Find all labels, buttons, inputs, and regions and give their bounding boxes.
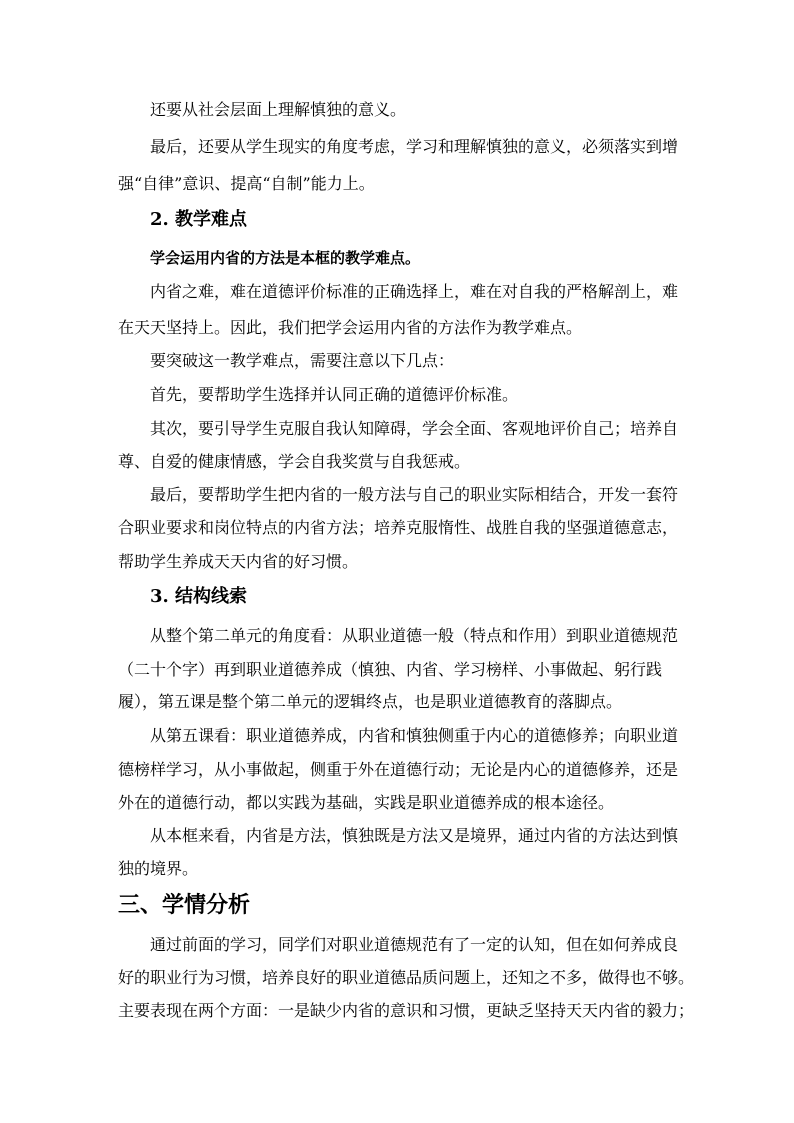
text-line: 主要表现在两个方面：一是缺少内省的意识和习惯，更缺乏坚持天天内省的毅力； <box>118 1001 695 1020</box>
text-line: 首先，要帮助学生选择并认同正确的道德评价标准。 <box>150 385 519 404</box>
text-line: 从本框来看，内省是方法，慎独既是方法又是境界，通过内省的方法达到慎 <box>150 826 679 845</box>
text-line: 其次，要引导学生克服自我认知障碍，学会全面、客观地评价自己；培养自 <box>150 419 679 438</box>
section-heading-structure: 3. 结构线索 <box>150 586 248 607</box>
text-line: 履），第五课是整个第二单元的逻辑终点，也是职业道德教育的落脚点。 <box>118 692 623 711</box>
text-line: 合职业要求和岗位特点的内省方法；培养克服惰性、战胜自我的坚强道德意志， <box>118 518 679 537</box>
section-heading-learning-analysis: 三、学情分析 <box>118 892 251 918</box>
bold-statement: 学会运用内省的方法是本框的教学难点。 <box>150 249 421 267</box>
text-line: 最后，还要从学生现实的角度考虑，学习和理解慎独的意义，必须落实到增 <box>150 137 679 156</box>
text-line: 德榜样学习，从小事做起，侧重于外在道德行动；无论是内心的道德修养，还是 <box>118 760 679 779</box>
text-line: 独的境界。 <box>118 859 199 878</box>
text-line: 外在的道德行动，都以实践为基础，实践是职业道德养成的根本途径。 <box>118 793 615 812</box>
text-line: 强“自律”意识、提高“自制”能力上。 <box>118 174 375 193</box>
text-line: 最后，要帮助学生把内省的一般方法与自己的职业实际相结合，开发一套符 <box>150 485 679 504</box>
text-line: （二十个字）再到职业道德养成（慎独、内省、学习榜样、小事做起、躬行践 <box>118 660 663 679</box>
text-line: 好的职业行为习惯，培养良好的职业道德品质问题上，还知之不多，做得也不够。 <box>118 968 695 987</box>
text-line: 在天天坚持上。因此，我们把学会运用内省的方法作为教学难点。 <box>118 318 583 337</box>
section-heading-teaching-difficulty: 2. 教学难点 <box>150 209 248 230</box>
text-line: 从整个第二单元的角度看：从职业道德一般（特点和作用）到职业道德规范 <box>150 626 679 645</box>
text-line: 要突破这一教学难点，需要注意以下几点： <box>150 351 455 370</box>
text-line: 帮助学生养成天天内省的好习惯。 <box>118 552 359 571</box>
text-line: 通过前面的学习，同学们对职业道德规范有了一定的认知，但在如何养成良 <box>150 935 679 954</box>
text-line: 还要从社会层面上理解慎独的意义。 <box>150 100 407 119</box>
text-line: 从第五课看：职业道德养成，内省和慎独侧重于内心的道德修养；向职业道 <box>150 726 679 745</box>
text-line: 内省之难，难在道德评价标准的正确选择上，难在对自我的严格解剖上，难 <box>150 282 679 301</box>
text-line: 尊、自爱的健康情感，学会自我奖赏与自我惩戒。 <box>118 452 471 471</box>
